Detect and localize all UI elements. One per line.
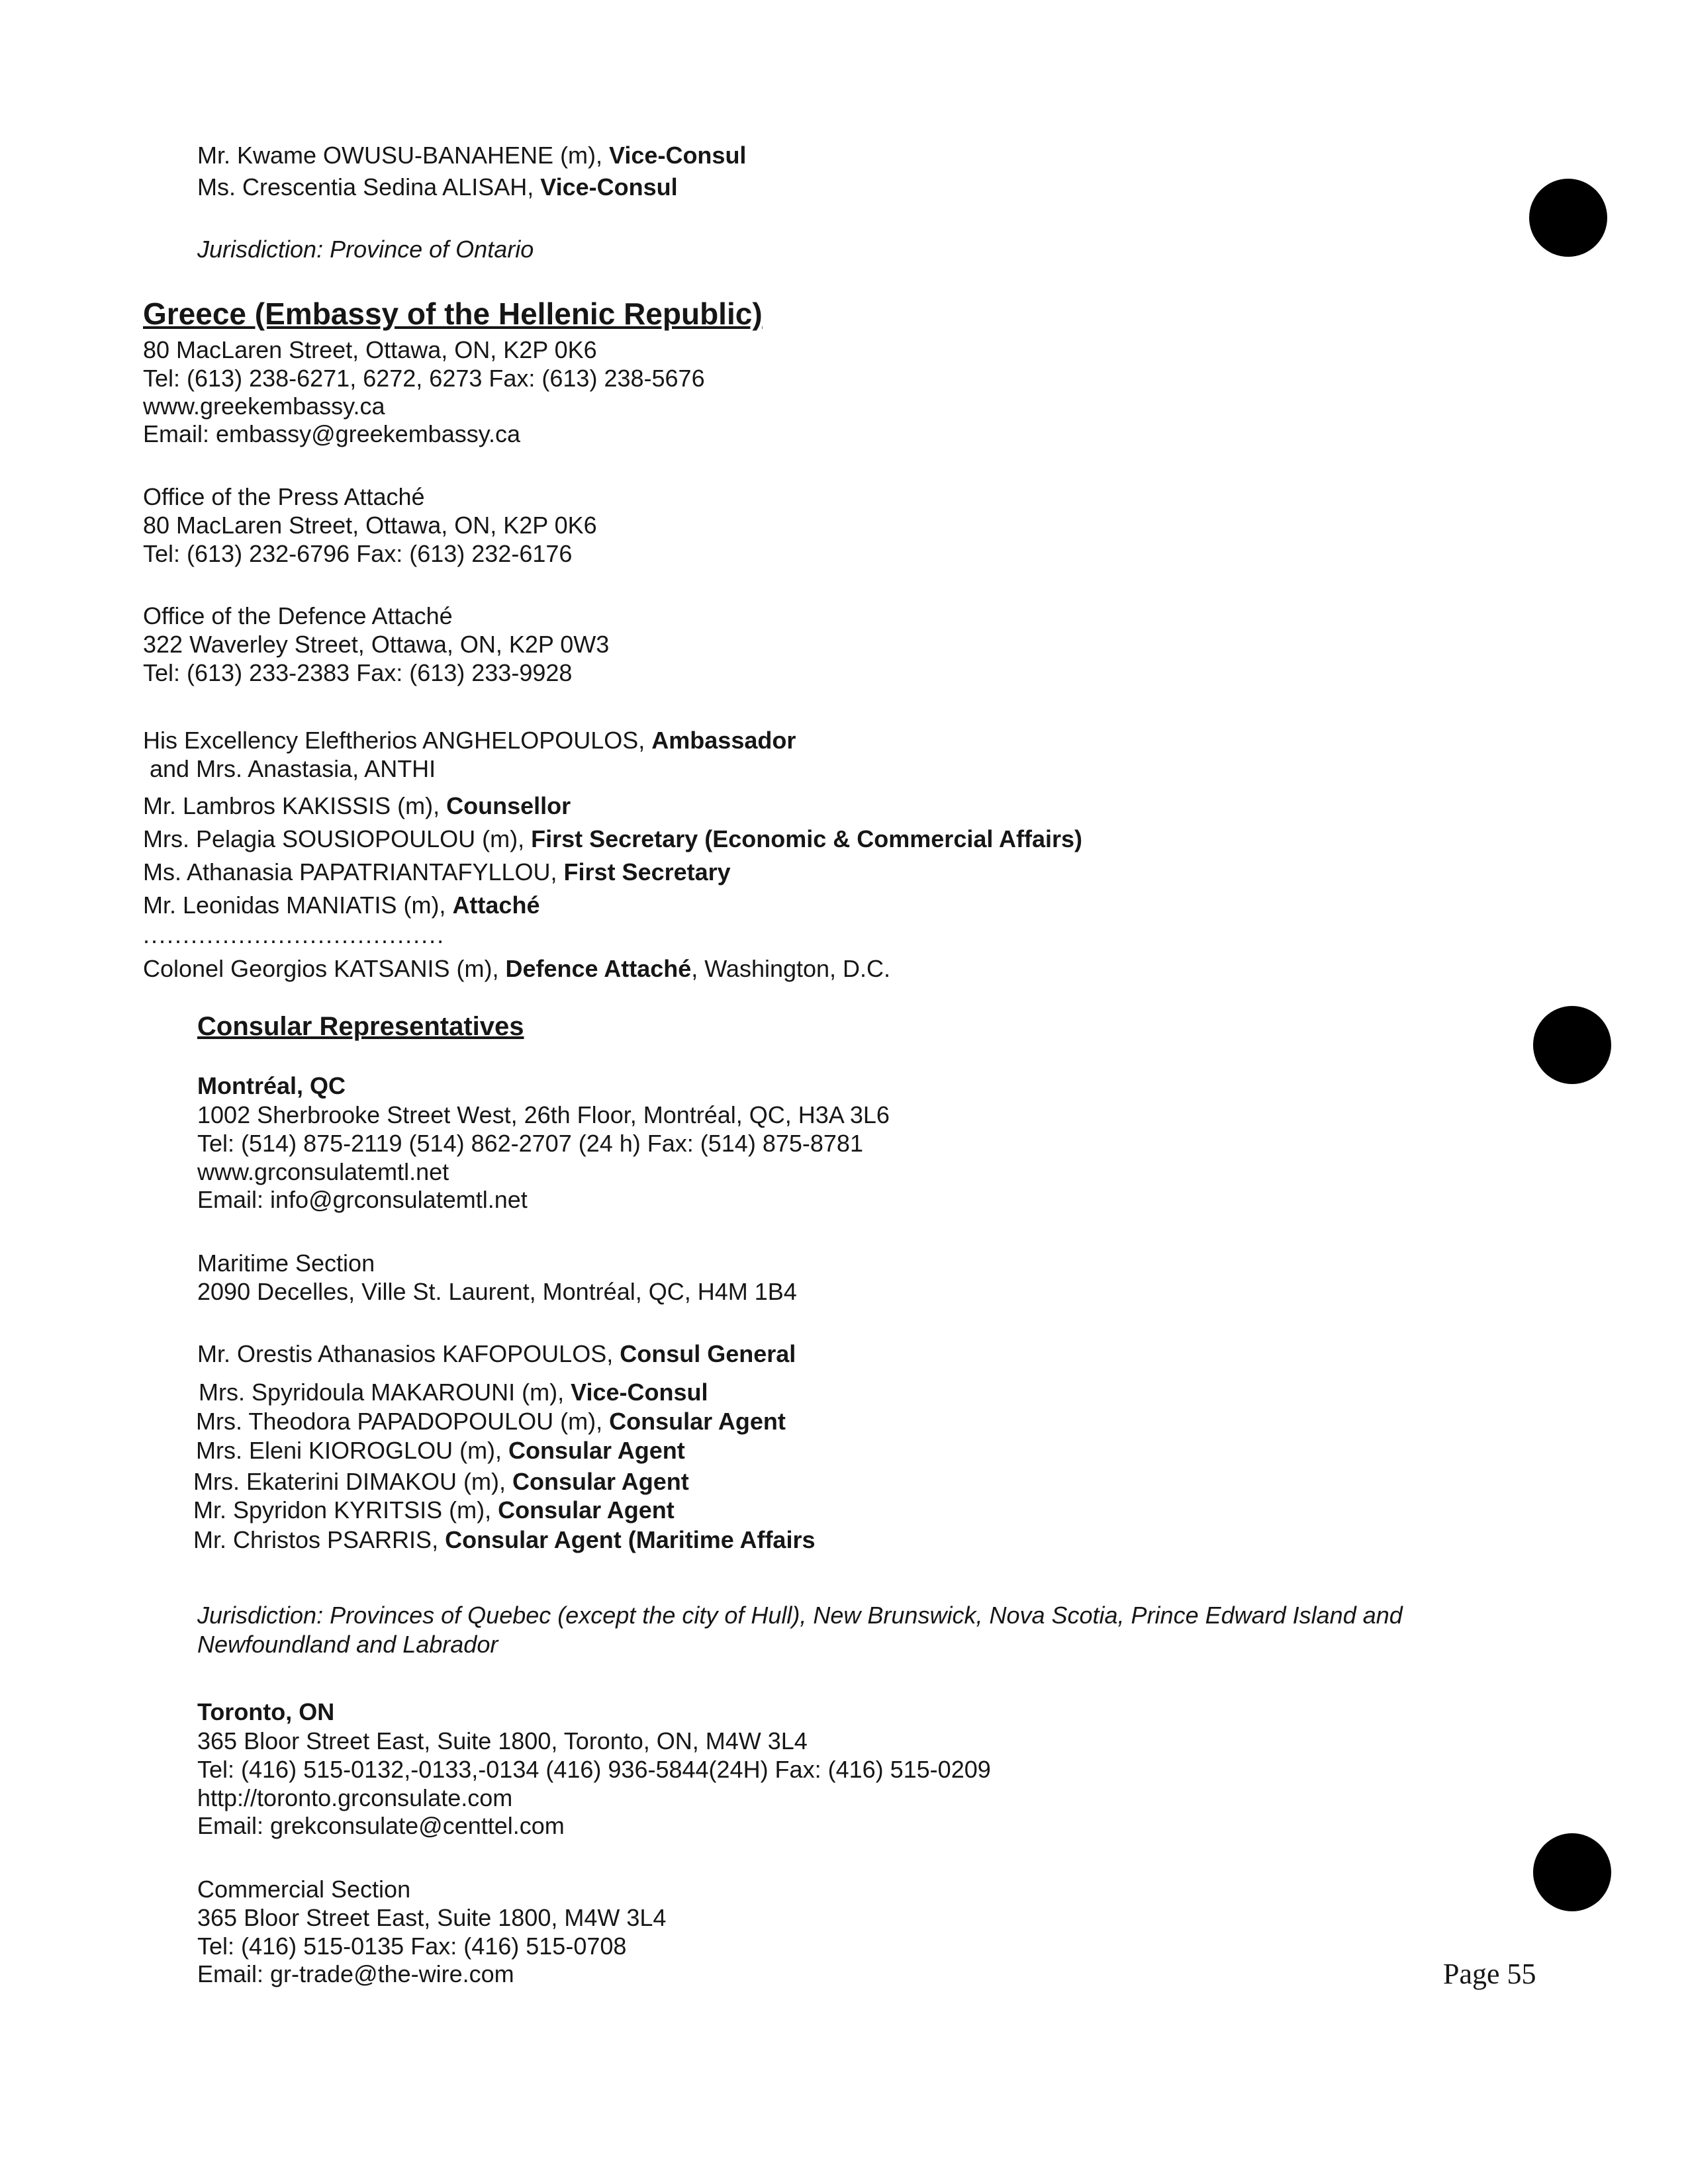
montreal-person-1: Mr. Orestis Athanasios KAFOPOULOS, Consul General — [197, 1340, 796, 1367]
montreal-person-4: Mrs. Eleni KIOROGLOU (m), Consular Agent — [196, 1437, 685, 1464]
commercial-email: Email: gr-trade@the-wire.com — [197, 1960, 514, 1987]
embassy-phone: Tel: (613) 238-6271, 6272, 6273 Fax: (613) 238-5676 — [143, 365, 705, 392]
commercial-title: Commercial Section — [197, 1876, 411, 1903]
maritime-address: 2090 Decelles, Ville St. Laurent, Montréal, QC, H4M 1B4 — [197, 1278, 797, 1305]
toronto-city: Toronto, ON — [197, 1698, 335, 1725]
intro-jurisdiction: Jurisdiction: Province of Ontario — [197, 236, 534, 263]
toronto-phone: Tel: (416) 515-0132,-0133,-0134 (416) 936-5844(24H) Fax: (416) 515-0209 — [197, 1756, 991, 1783]
maritime-title: Maritime Section — [197, 1250, 375, 1277]
defence-office-address: 322 Waverley Street, Ottawa, ON, K2P 0W3 — [143, 631, 610, 658]
toronto-website: http://toronto.grconsulate.com — [197, 1784, 513, 1811]
punch-hole-top — [1529, 179, 1607, 257]
embassy-website: www.greekembassy.ca — [143, 392, 385, 420]
greece-heading: Greece (Embassy of the Hellenic Republic) — [143, 296, 763, 331]
montreal-jurisdiction-1: Jurisdiction: Provinces of Quebec (except the city of Hull), New Brunswick, Nova Scotia, Prince Edward Island and — [197, 1602, 1403, 1629]
staff-2: Mrs. Pelagia SOUSIOPOULOU (m), First Secretary (Economic & Commercial Affairs) — [143, 825, 1083, 852]
commercial-phone: Tel: (416) 515-0135 Fax: (416) 515-0708 — [197, 1933, 627, 1960]
separator-dots: ...................................... — [143, 921, 445, 948]
defence-office-phone: Tel: (613) 233-2383 Fax: (613) 233-9928 — [143, 659, 573, 686]
embassy-address: 80 MacLaren Street, Ottawa, ON, K2P 0K6 — [143, 336, 597, 363]
montreal-person-3: Mrs. Theodora PAPADOPOULOU (m), Consular Agent — [196, 1408, 786, 1435]
montreal-person-2: Mrs. Spyridoula MAKAROUNI (m), Vice-Consul — [199, 1379, 708, 1406]
montreal-person-5: Mrs. Ekaterini DIMAKOU (m), Consular Agent — [193, 1468, 689, 1495]
embassy-email: Email: embassy@greekembassy.ca — [143, 420, 521, 447]
toronto-address: 365 Bloor Street East, Suite 1800, Toronto, ON, M4W 3L4 — [197, 1727, 808, 1754]
staff-1: Mr. Lambros KAKISSIS (m), Counsellor — [143, 792, 571, 819]
montreal-person-7: Mr. Christos PSARRIS, Consular Agent (Maritime Affairs — [193, 1526, 816, 1553]
press-office-address: 80 MacLaren Street, Ottawa, ON, K2P 0K6 — [143, 512, 597, 539]
punch-hole-bottom — [1533, 1833, 1611, 1911]
montreal-city: Montréal, QC — [197, 1072, 346, 1099]
page-number: Page 55 — [1443, 1958, 1536, 1990]
montreal-jurisdiction-2: Newfoundland and Labrador — [197, 1631, 498, 1658]
ambassador-line: His Excellency Eleftherios ANGHELOPOULOS, Ambassador — [143, 727, 796, 754]
press-office-title: Office of the Press Attaché — [143, 483, 425, 510]
montreal-person-6: Mr. Spyridon KYRITSIS (m), Consular Agent — [193, 1496, 675, 1524]
montreal-website: www.grconsulatemtl.net — [197, 1158, 449, 1185]
staff-4: Mr. Leonidas MANIATIS (m), Attaché — [143, 891, 540, 919]
intro-person-2: Ms. Crescentia Sedina ALISAH, Vice-Consul — [197, 173, 678, 201]
punch-hole-middle — [1533, 1006, 1611, 1084]
montreal-address: 1002 Sherbrooke Street West, 26th Floor, Montréal, QC, H3A 3L6 — [197, 1101, 890, 1128]
consular-heading: Consular Representatives — [197, 1012, 524, 1041]
toronto-email: Email: grekconsulate@centtel.com — [197, 1812, 565, 1839]
commercial-address: 365 Bloor Street East, Suite 1800, M4W 3L4 — [197, 1904, 667, 1931]
montreal-email: Email: info@grconsulatemtl.net — [197, 1186, 528, 1213]
press-office-phone: Tel: (613) 232-6796 Fax: (613) 232-6176 — [143, 540, 573, 567]
intro-person-1: Mr. Kwame OWUSU-BANAHENE (m), Vice-Consul — [197, 142, 747, 169]
staff-3: Ms. Athanasia PAPATRIANTAFYLLOU, First Secretary — [143, 858, 731, 886]
defence-office-title: Office of the Defence Attaché — [143, 602, 453, 629]
montreal-phone: Tel: (514) 875-2119 (514) 862-2707 (24 h) Fax: (514) 875-8781 — [197, 1130, 863, 1157]
ambassador-spouse: and Mrs. Anastasia, ANTHI — [143, 755, 436, 782]
defence-attache-line: Colonel Georgios KATSANIS (m), Defence Attaché, Washington, D.C. — [143, 955, 891, 982]
